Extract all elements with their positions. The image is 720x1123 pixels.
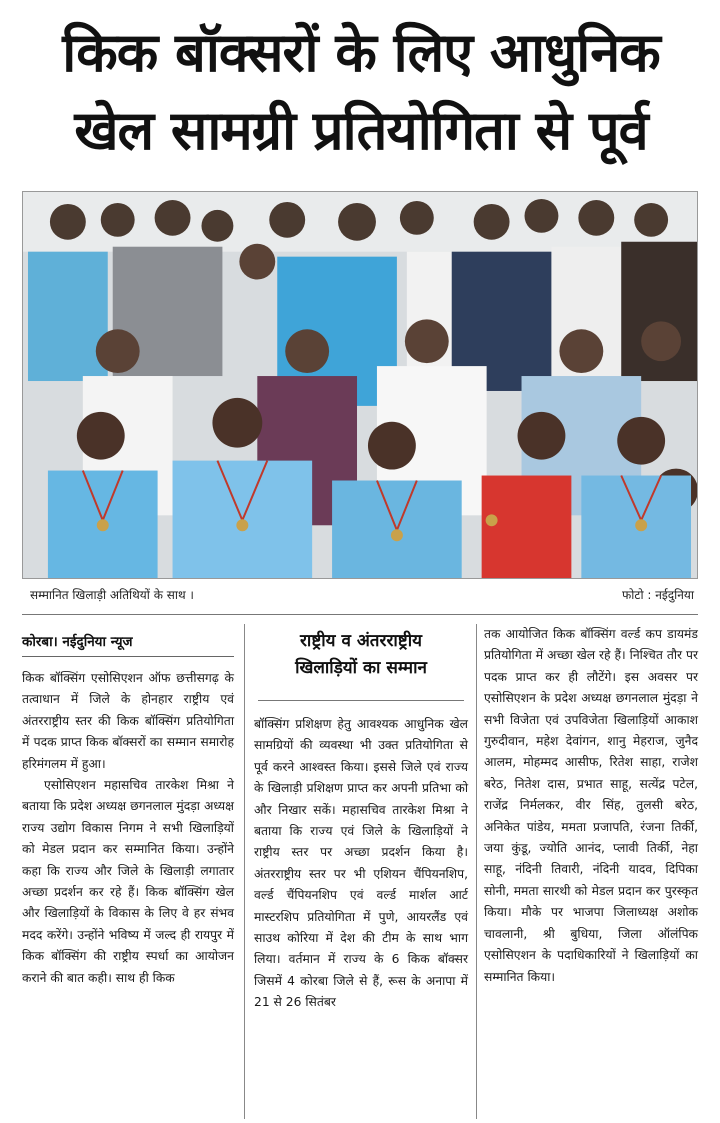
headline-line-2: खेल सामग्री प्रतियोगिता से पूर्व	[74, 99, 648, 162]
article-column-2	[254, 714, 468, 1014]
byline: कोरबा। नईदुनिया न्यूज	[22, 632, 234, 657]
news-photo	[22, 191, 698, 579]
headline	[18, 14, 704, 170]
paragraph: बॉक्सिंग प्रशिक्षण हेतु आवश्यक आधुनिक खेल सामग्रियों की व्यवस्था भी उक्त प्रतियोगिता से पूर्व करने आश्वस्त किया। इससे जिले एवं राज्य के खिलाड़ी प्रशिक्षण प्राप्त कर अपनी प्रतिभा को और निखार सकें। महासचिव तारकेश मिश्रा ने बताया कि राज्य एवं जिले के खिलाड़ियों ने राष्ट्रीय स्तर पर अच्छा प्रदर्शन किया है। अंतरराष्ट्रीय स्तर पर भी एशियन चैंपियनशिप, वर्ल्ड चैंपियनशिप एवं वर्ल्ड मार्शल आर्ट मास्टरशिप प्रतियोगिता में पुणे, आयरलैंड एवं साउथ कोरिया में देश की टीम के साथ भाग लिया। वर्तमान में राज्य के 6 किक बॉक्सर जिसमें 4 कोरबा जिले से हैं, रूस के अनापा में 21 से 26 सितंबर	[254, 717, 468, 1010]
subheading-line-1: राष्ट्रीय व अंतरराष्ट्रीय	[299, 631, 422, 651]
paragraph: किक बॉक्सिंग एसोसिएशन ऑफ छत्तीसगढ़ के तत्वाधान में जिले के होनहार राष्ट्रीय एवं अंतरराष्ट्रीय स्तर की किक बॉक्सिंग प्रतियोगिता में पदक प्राप्त किक बॉक्सरों का सम्मान समारोह हरिमंगलम में हुआ।	[22, 671, 234, 771]
column-divider	[244, 624, 245, 1119]
photo-credit: फोटो : नईदुनिया	[622, 588, 694, 602]
subheading	[254, 628, 468, 682]
subheading-line-2: खिलाड़ियों का सम्मान	[295, 658, 427, 678]
group-photo-illustration	[23, 192, 697, 578]
headline-line-1: किक बॉक्सरों के लिए आधुनिक	[62, 21, 660, 84]
divider	[22, 614, 698, 615]
article-column-3	[484, 624, 698, 988]
paragraph: तक आयोजित किक बॉक्सिंग वर्ल्ड कप डायमंड प्रतियोगिता में अच्छा खेल रहे हैं। निश्चित तौर पर पदक प्राप्त कर ही लौटेंगे। इस अवसर पर एसोसिएशन के प्रदेश अध्यक्ष छगनलाल मुंदड़ा ने सभी विजेता एवं उपविजेता खिलाड़ियों आकाश गुरुदीवान, महेश देवांगन, शानु मेहराज, जुनैद आलम, मोहम्मद आसीफ, रितेश साहा, राजेश बरेठ, नितेश दास, प्रभात साहू, सत्येंद्र पटेल, राजेंद्र निर्मलकर, वीर सिंह, तुलसी बरेठ, अनिकेत पांडेय, ममता प्रजापति, रंजना तिर्की, जया कुंडू, ज्योति आनंद, प्लावी तिर्की, नेहा साहू, नंदिनी तिवारी, नंदिनी यादव, दिपिका सोनी, ममता सारथी को मेडल प्रदान कर पुरस्कृत किया। मौके पर भाजपा जिलाध्यक्ष अशोक चावलानी, श्री बुधिया, जिला ऑलंपिक एसोसिएशन के पदाधिकारियों ने खिलाड़ियों का सम्मानित किया।	[484, 627, 698, 984]
divider	[258, 700, 464, 701]
photo-caption: सम्मानित खिलाड़ी अतिथियों के साथ ।	[30, 588, 194, 602]
article-column-1	[22, 668, 234, 989]
column-divider	[476, 624, 477, 1119]
paragraph: एसोसिएशन महासचिव तारकेश मिश्रा ने बताया कि प्रदेश अध्यक्ष छगनलाल मुंदड़ा अध्यक्ष राज्य उद्योग विकास निगम ने सभी खिलाड़ियों को मेडल प्रदान कर सम्मानित किया। उन्होंने कहा कि राज्य और जिले के खिलाड़ी लगातार अच्छा प्रदर्शन कर रहे हैं। किक बॉक्सिंग खेल और खिलाड़ियों के विकास के लिए वे हर संभव मदद करेंगे। उन्होंने भविष्य में जल्द ही रायपुर में किक बॉक्सिंग की राष्ट्रीय स्पर्धा का आयोजन कराने की बात कही। साथ ही किक	[22, 778, 234, 985]
